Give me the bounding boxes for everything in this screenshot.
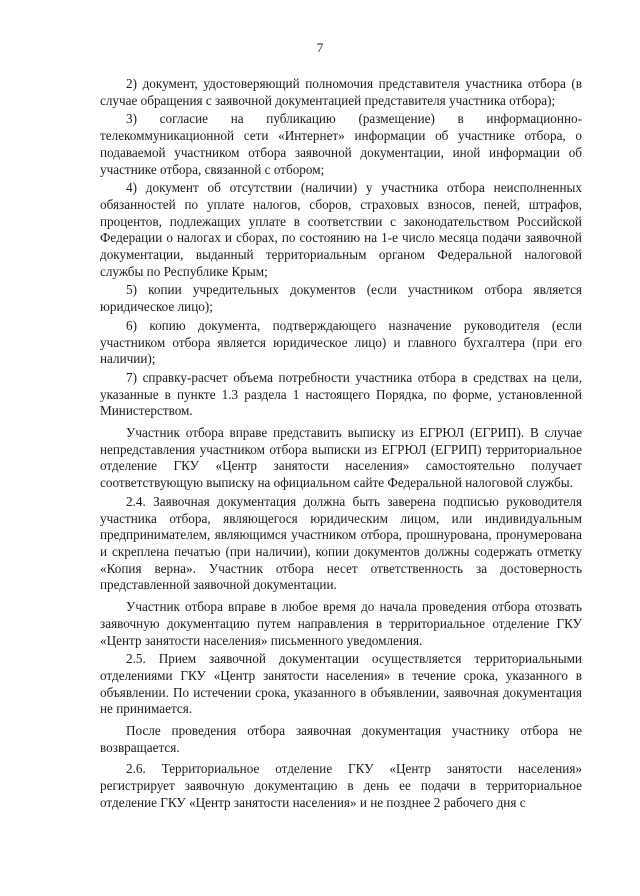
paragraph-item-6: 6) копию документа, подтверждающего назначение руководителя (если участником отбора является юридическое лицо) и главного бухгалтера (при его наличии); <box>100 317 582 367</box>
paragraph-2-5: 2.5. Прием заявочной документации осуществляется территориальными отделениями ГКУ «Центр занятости населения» в течение срока, указанного в объявлении. По истечении срока, указанного в объявлении, заявочная документация не принимается. <box>100 651 582 717</box>
document-body <box>100 76 582 814</box>
paragraph-egrul: Участник отбора вправе представить выписку из ЕГРЮЛ (ЕГРИП). В случае непредставления участником отбора выписки из ЕГРЮЛ (ЕГРИП) территориальное отделение ГКУ «Центр занятости населения» самостоятельно получает соответствующую выписку на официальном сайте Федеральной налоговой службы. <box>100 425 582 491</box>
paragraph-item-5: 5) копии учредительных документов (если участником отбора является юридическое лицо); <box>100 282 582 315</box>
paragraph-item-4: 4) документ об отсутствии (наличии) у участника отбора неисполненных обязанностей по уплате налогов, сборов, страховых взносов, пеней, штрафов, процентов, подлежащих уплате в соответствии с законодательством Российской Федерации о налогах и сборах, по состоянию на 1-е число месяца подачи заявочной документации, выданный территориальным органом Федеральной налоговой службы по Республике Крым; <box>100 180 582 279</box>
paragraph-withdrawal: Участник отбора вправе в любое время до начала проведения отбора отозвать заявочную документацию путем направления в территориальное отделение ГКУ «Центр занятости населения» письменного уведомления. <box>100 599 582 648</box>
paragraph-2-6: 2.6. Территориальное отделение ГКУ «Центр занятости населения» регистрирует заявочную документацию в день ее подачи в территориальное отделение ГКУ «Центр занятости населения» и не позднее 2 рабочего дня с <box>100 761 582 810</box>
paragraph-item-3: 3) согласие на публикацию (размещение) в информационно-телекоммуникационной сети «Интернет» информации об участнике отбора, о подаваемой участником отбора заявочной документации, иной информации об участнике отбора, связанной с отбором; <box>100 111 582 177</box>
page-number: 7 <box>316 40 324 55</box>
paragraph-2-4: 2.4. Заявочная документация должна быть заверена подписью руководителя участника отбора, являющегося юридическим лицом, или индивидуальным предпринимателем, являющимся участником отбора, прошнурована, пронумерована и скреплена печатью (при наличии), копии документов должны содержать отметку «Копия верна». Участник отбора несет ответственность за достоверность представленной заявочной документации. <box>100 493 582 593</box>
paragraph-no-return: После проведения отбора заявочная документация участнику отбора не возвращается. <box>100 723 582 755</box>
paragraph-item-7: 7) справку-расчет объема потребности участника отбора в средствах на цели, указанные в пункте 1.3 раздела 1 настоящего Порядка, по форме, установленной Министерством. <box>100 369 582 419</box>
paragraph-item-2: 2) документ, удостоверяющий полномочия представителя участника отбора (в случае обращения с заявочной документацией представителя участника отбора); <box>100 76 582 108</box>
